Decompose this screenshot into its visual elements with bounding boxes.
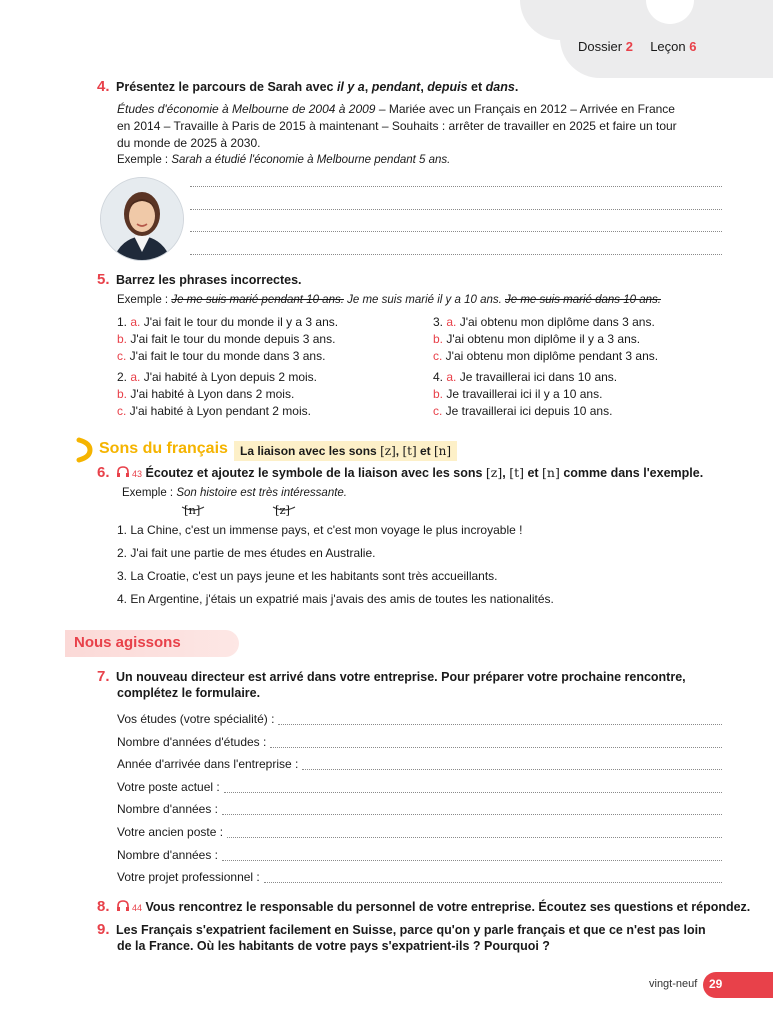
option-text: J'ai obtenu mon diplôme il y a 3 ans. xyxy=(443,332,641,346)
option-text: J'ai habité à Lyon dans 2 mois. xyxy=(127,387,295,401)
tag-phon-n: [n] xyxy=(433,444,452,458)
example-text: Sarah a étudié l'économie à Melbourne pendant 5 ans. xyxy=(171,154,451,166)
body-line-2: en 2014 – Travaille à Paris de 2015 à maintenant – Souhaits : arrêter de travailler en 2025 et faire un tour xyxy=(117,119,677,133)
exercise-7-number: 7. xyxy=(97,668,110,685)
form-field-label: Vos études (votre spécialité) : xyxy=(117,712,275,726)
option-letter: c. xyxy=(117,404,127,418)
q-depuis: depuis xyxy=(427,80,468,94)
form-field-label: Votre ancien poste : xyxy=(117,825,224,839)
example-struck-2: Je me suis marié dans 10 ans. xyxy=(505,294,661,306)
exercise-5-option[interactable] xyxy=(433,403,733,420)
example-liaison-z: [z] xyxy=(275,503,291,517)
exercise-7-question xyxy=(97,669,717,701)
tag-text: La liaison avec les sons xyxy=(240,444,381,458)
answer-line[interactable] xyxy=(190,209,722,210)
exercise-4-example xyxy=(117,152,727,169)
answer-line[interactable] xyxy=(190,254,722,255)
example-struck-1: Je me suis marié pendant 10 ans. xyxy=(171,294,344,306)
example-label: Exemple : xyxy=(117,294,172,306)
q-line-2: complétez le formulaire. xyxy=(117,686,261,700)
phon-t: [t] xyxy=(509,465,524,480)
exercise-5-option[interactable] xyxy=(117,369,417,386)
form-field-label: Nombre d'années d'études : xyxy=(117,735,267,749)
sons-title: Sons du français xyxy=(99,440,228,457)
option-text: Je travaillerai ici depuis 10 ans. xyxy=(442,404,613,418)
option-text: J'ai fait le tour du monde dans 3 ans. xyxy=(126,349,326,363)
exercise-6-sentence[interactable] xyxy=(117,568,737,585)
exercise-6-sentences xyxy=(117,522,737,614)
sons-arrow-icon xyxy=(76,437,96,468)
exercise-5-option[interactable] xyxy=(433,348,733,365)
exercise-5-option[interactable] xyxy=(117,403,417,420)
q-line-1 xyxy=(97,922,737,938)
exercise-5-left-column xyxy=(117,314,417,424)
exercise-5-question xyxy=(97,272,302,288)
dossier-label: Dossier xyxy=(578,39,623,54)
option-letter: b. xyxy=(433,332,444,346)
sentence-text: La Croatie, c'est un pays jeune et les habitants sont très accueillants. xyxy=(127,569,498,583)
answer-line[interactable] xyxy=(190,231,722,232)
example-text: Son histoire est très intéressante. xyxy=(176,487,347,499)
q-text: Vous rencontrez le responsable du personnel de votre entreprise. Écoutez ses questions et répondez. xyxy=(145,900,751,914)
option-text: J'ai fait le tour du monde depuis 3 ans. xyxy=(127,332,336,346)
tag-sep: , xyxy=(395,444,403,458)
option-text: Je travaillerai ici il y a 10 ans. xyxy=(443,387,603,401)
option-text: J'ai obtenu mon diplôme dans 3 ans. xyxy=(456,315,655,329)
group-number: 1. xyxy=(117,315,128,329)
body-line-1 xyxy=(117,101,727,118)
exercise-4-question xyxy=(97,79,518,95)
exercise-4-body xyxy=(117,101,727,169)
form-field-input[interactable] xyxy=(264,882,722,883)
body-italic: Études d'économie à Melbourne de 2004 à 2009 xyxy=(117,102,376,116)
tag-phon-t: [t] xyxy=(402,444,417,458)
q-end: comme dans l'exemple. xyxy=(559,466,704,480)
body-rest: – Mariée avec un Français en 2012 – Arrivée en France xyxy=(375,102,675,116)
exercise-5-option[interactable] xyxy=(117,314,417,331)
q-sep: , xyxy=(420,80,428,94)
exercise-5-example xyxy=(117,294,661,306)
form-field-label: Votre projet professionnel : xyxy=(117,870,260,884)
q-end: . xyxy=(514,80,519,94)
q-et: et xyxy=(467,80,486,94)
option-letter: b. xyxy=(117,332,128,346)
form-field-input[interactable] xyxy=(224,792,722,793)
q-text: Les Français s'expatrient facilement en Suisse, parce qu'on y parle français et que ce n'est pas loin xyxy=(116,923,706,937)
q-line-2: de la France. Où les habitants de votre pays s'expatrient-ils ? Pourquoi ? xyxy=(117,939,550,953)
exercise-5-option[interactable] xyxy=(433,369,733,386)
group-number: 3. xyxy=(433,315,444,329)
exercise-6-number: 6. xyxy=(97,464,110,481)
option-letter: a. xyxy=(446,315,457,329)
audio-icon[interactable] xyxy=(116,900,132,916)
dossier-number: 2 xyxy=(625,39,633,54)
avatar xyxy=(100,177,184,261)
form-field-label: Nombre d'années : xyxy=(117,802,219,816)
exercise-5-group xyxy=(117,314,417,365)
option-letter: c. xyxy=(433,349,443,363)
q-text: Présentez le parcours de Sarah avec xyxy=(116,80,337,94)
q-sep: , xyxy=(364,80,372,94)
q-sep: , xyxy=(502,466,510,480)
audio-track-number: 44 xyxy=(132,903,143,913)
example-correct: Je me suis marié il y a 10 ans. xyxy=(343,294,505,306)
option-text: J'ai habité à Lyon pendant 2 mois. xyxy=(126,404,311,418)
q-line-1 xyxy=(97,669,717,685)
question-text: Barrez les phrases incorrectes. xyxy=(116,273,302,287)
q-pendant: pendant xyxy=(371,80,421,94)
exercise-8-question xyxy=(97,899,750,916)
body-line-3: du monde de 2025 à 2030. xyxy=(117,136,261,150)
example-label: Exemple : xyxy=(117,154,172,166)
option-text: Je travaillerai ici dans 10 ans. xyxy=(456,370,618,384)
form-field-input[interactable] xyxy=(302,769,722,770)
option-letter: a. xyxy=(130,315,141,329)
audio-track-number: 43 xyxy=(132,469,143,479)
exercise-8-number: 8. xyxy=(97,898,110,915)
form-field-input[interactable] xyxy=(222,814,722,815)
q-text: Un nouveau directeur est arrivé dans votre entreprise. Pour préparer votre prochaine rencontre, xyxy=(116,670,686,684)
sentence-number: 1. xyxy=(117,523,128,537)
page-number: 29 xyxy=(709,977,723,991)
q-text: Écoutez et ajoutez le symbole de la liaison avec les sons xyxy=(145,466,486,480)
exercise-9-question xyxy=(97,922,737,954)
option-letter: b. xyxy=(117,387,128,401)
exercise-6-sentence[interactable] xyxy=(117,545,737,562)
exercise-5-group xyxy=(433,369,733,420)
nous-agissons-title: Nous agissons xyxy=(74,634,181,651)
q-ilya: il y a xyxy=(336,80,365,94)
group-number: 4. xyxy=(433,370,444,384)
option-letter: c. xyxy=(117,349,127,363)
exercise-6-sentence[interactable] xyxy=(117,591,737,608)
option-letter: c. xyxy=(433,404,443,418)
option-letter: a. xyxy=(130,370,141,384)
exercise-6-example xyxy=(122,487,347,499)
tag-et: et xyxy=(416,444,434,458)
exercise-5-right-column xyxy=(433,314,733,424)
portrait-icon xyxy=(101,178,183,260)
exercise-4-number: 4. xyxy=(97,78,110,95)
form-field-input[interactable] xyxy=(227,837,722,838)
example-label: Exemple : xyxy=(122,487,177,499)
group-number: 2. xyxy=(117,370,128,384)
sentence-text: J'ai fait une partie de mes études en Australie. xyxy=(127,546,376,560)
lecon-number: 6 xyxy=(689,39,697,54)
exercise-5-option[interactable] xyxy=(117,386,417,403)
phon-z: [z] xyxy=(485,465,503,480)
form-field-input[interactable] xyxy=(270,747,722,748)
exercise-6-sentence[interactable] xyxy=(117,522,737,539)
exercise-5-number: 5. xyxy=(97,271,110,288)
q-dans: dans xyxy=(485,80,515,94)
exercise-5-option[interactable] xyxy=(433,331,733,348)
exercise-5-option[interactable] xyxy=(433,386,733,403)
exercise-5-group xyxy=(433,314,733,365)
page-header xyxy=(578,39,696,54)
sentence-text: En Argentine, j'étais un expatrié mais j'avais des amis de toutes les nationalités. xyxy=(127,592,554,606)
option-text: J'ai fait le tour du monde il y a 3 ans. xyxy=(140,315,339,329)
sons-tag xyxy=(234,441,457,461)
exercise-6-question xyxy=(97,465,703,482)
answer-line[interactable] xyxy=(190,186,722,187)
form-field-input[interactable] xyxy=(222,860,722,861)
option-letter: b. xyxy=(433,387,444,401)
form-field-label: Nombre d'années : xyxy=(117,848,219,862)
tag-phon-z: [z] xyxy=(380,444,396,458)
audio-icon[interactable] xyxy=(116,466,132,482)
page-word: vingt-neuf xyxy=(649,978,698,990)
option-text: J'ai obtenu mon diplôme pendant 3 ans. xyxy=(442,349,659,363)
exercise-5-option[interactable] xyxy=(117,331,417,348)
option-letter: a. xyxy=(446,370,457,384)
form-field-input[interactable] xyxy=(278,724,722,725)
exercise-5-option[interactable] xyxy=(433,314,733,331)
sentence-text: La Chine, c'est un immense pays, et c'est mon voyage le plus incroyable ! xyxy=(127,523,523,537)
form-field-label: Année d'arrivée dans l'entreprise : xyxy=(117,757,299,771)
sentence-number: 4. xyxy=(117,592,128,606)
option-text: J'ai habité à Lyon depuis 2 mois. xyxy=(140,370,317,384)
header-background-curve xyxy=(520,0,600,40)
sentence-number: 2. xyxy=(117,546,128,560)
sentence-number: 3. xyxy=(117,569,128,583)
q-et: et xyxy=(523,466,543,480)
exercise-5-option[interactable] xyxy=(117,348,417,365)
exercise-9-number: 9. xyxy=(97,921,110,938)
lecon-label: Leçon xyxy=(650,39,686,54)
form-field-label: Votre poste actuel : xyxy=(117,780,220,794)
example-liaison-n: [n] xyxy=(184,503,201,517)
exercise-5-group xyxy=(117,369,417,420)
phon-n: [n] xyxy=(542,465,560,480)
